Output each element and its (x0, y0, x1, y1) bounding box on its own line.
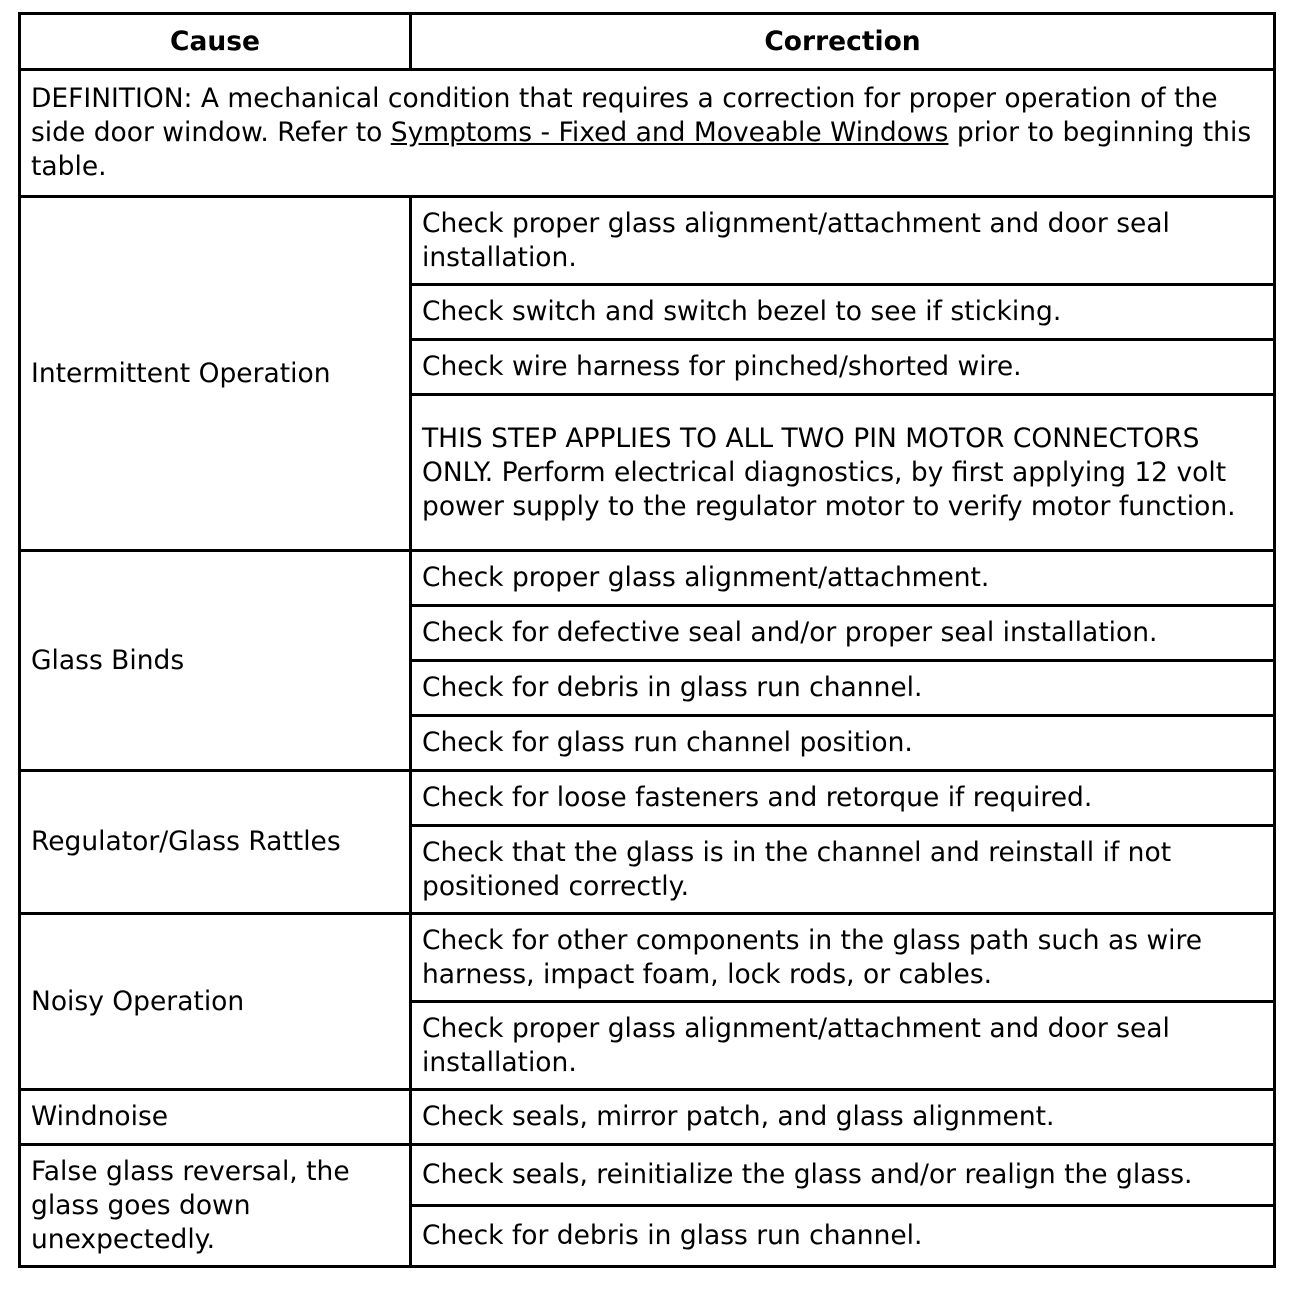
symptoms-link[interactable]: Symptoms - Fixed and Moveable Windows (390, 117, 949, 148)
correction-cell: Check proper glass alignment/attachment. (411, 551, 1275, 606)
correction-cell: Check for loose fasteners and retorque if required. (411, 771, 1275, 826)
correction-cell: Check proper glass alignment/attachment and door seal installation. (411, 1002, 1275, 1090)
cause-cell: Windnoise (20, 1090, 411, 1145)
cause-header: Cause (20, 14, 411, 70)
definition-cell (20, 70, 1275, 197)
table-row (20, 551, 1275, 606)
definition-row (20, 70, 1275, 197)
definition-text-post: prior to beginning this table. (31, 117, 1252, 182)
table-row (20, 914, 1275, 1002)
correction-cell: Check wire harness for pinched/shorted wire. (411, 340, 1275, 395)
correction-cell: Check for defective seal and/or proper seal installation. (411, 606, 1275, 661)
table-row (20, 1090, 1275, 1145)
cause-cell: False glass reversal, the glass goes down unexpectedly. (20, 1145, 411, 1267)
correction-cell: Check seals, reinitialize the glass and/or realign the glass. (411, 1145, 1275, 1206)
definition-text-pre: DEFINITION: A mechanical condition that requires a correction for proper operation of the side door window. Refer to (31, 83, 1218, 148)
header-row (20, 14, 1275, 70)
correction-cell: Check switch and switch bezel to see if sticking. (411, 285, 1275, 340)
cause-cell: Intermittent Operation (20, 197, 411, 551)
table-row (20, 197, 1275, 285)
correction-cell: Check seals, mirror patch, and glass alignment. (411, 1090, 1275, 1145)
correction-cell: Check for debris in glass run channel. (411, 1206, 1275, 1267)
cause-cell: Regulator/Glass Rattles (20, 771, 411, 914)
correction-cell: Check for glass run channel position. (411, 716, 1275, 771)
correction-cell: Check proper glass alignment/attachment and door seal installation. (411, 197, 1275, 285)
table-row (20, 771, 1275, 826)
table-row (20, 1145, 1275, 1206)
correction-cell: Check that the glass is in the channel and reinstall if not positioned correctly. (411, 826, 1275, 914)
correction-cell: Check for other components in the glass path such as wire harness, impact foam, lock rods, or cables. (411, 914, 1275, 1002)
correction-header: Correction (411, 14, 1275, 70)
correction-cell: THIS STEP APPLIES TO ALL TWO PIN MOTOR CONNECTORS ONLY. Perform electrical diagnostics, by first applying 12 volt power supply to the regulator motor to verify motor function. (411, 395, 1275, 551)
cause-cell: Glass Binds (20, 551, 411, 771)
diagnosis-table (18, 12, 1276, 1268)
correction-cell: Check for debris in glass run channel. (411, 661, 1275, 716)
cause-cell: Noisy Operation (20, 914, 411, 1090)
